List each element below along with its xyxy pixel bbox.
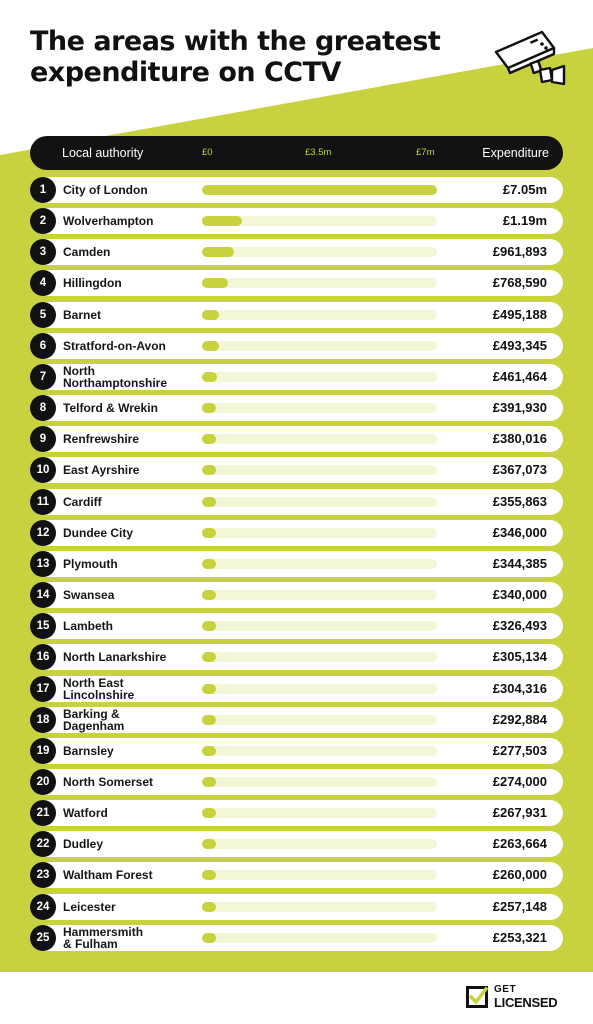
table-row	[30, 707, 563, 733]
expenditure-value: £355,863	[492, 493, 547, 509]
authority-name	[63, 457, 198, 483]
authority-name-line: Renfrewshire	[63, 432, 140, 447]
authority-name	[63, 738, 198, 764]
table-row	[30, 520, 563, 546]
bar	[202, 621, 216, 631]
bar	[202, 559, 216, 569]
bar	[202, 185, 437, 195]
authority-name	[63, 364, 198, 390]
authority-name-line: North	[63, 363, 95, 378]
title-line-2: expenditure on CCTV	[30, 57, 341, 88]
authority-name-line: Barking &	[63, 706, 120, 721]
bar-track	[202, 185, 437, 195]
rank-badge: 24	[30, 894, 56, 920]
bar	[202, 746, 216, 756]
authority-name	[63, 208, 198, 234]
authority-name-line: Dundee City	[63, 525, 134, 540]
bar-track	[202, 746, 437, 756]
authority-name	[63, 302, 198, 328]
expenditure-value: £7.05m	[502, 182, 547, 197]
bar-track	[202, 590, 437, 600]
expenditure-value: £346,000	[492, 524, 547, 540]
expenditure-value: £391,930	[492, 400, 547, 416]
table-row	[30, 177, 563, 203]
bar	[202, 652, 216, 662]
authority-name	[63, 613, 198, 639]
authority-name-line: North East	[63, 675, 124, 690]
bar	[202, 372, 217, 382]
title-line-1: The areas with the greatest	[30, 26, 441, 57]
authority-name-line: Swansea	[63, 588, 115, 603]
authority-name-line: Telford & Wrekin	[63, 401, 158, 416]
table-row	[30, 333, 563, 359]
bar	[202, 497, 216, 507]
bar-track	[202, 403, 437, 413]
bar	[202, 808, 216, 818]
authority-name	[63, 769, 198, 795]
bar	[202, 902, 216, 912]
expenditure-value: £305,134	[492, 649, 547, 665]
expenditure-value: £257,148	[492, 898, 547, 914]
authority-name-line: Dagenham	[63, 718, 125, 733]
bar-track	[202, 839, 437, 849]
authority-name	[63, 925, 198, 951]
rank-badge: 12	[30, 520, 56, 546]
expenditure-value: £340,000	[492, 587, 547, 603]
authority-name	[63, 489, 198, 515]
bar	[202, 933, 216, 943]
table-row	[30, 208, 563, 234]
authority-name-line: Leicester	[63, 899, 116, 914]
axis-tick-0: £0	[202, 147, 213, 158]
axis-tick-3-5m: £3.5m	[305, 147, 332, 158]
bar-track	[202, 870, 437, 880]
table-row	[30, 644, 563, 670]
table-row	[30, 769, 563, 795]
authority-name-line: Barnet	[63, 307, 102, 322]
table-row	[30, 426, 563, 452]
authority-name-line: North Somerset	[63, 774, 154, 789]
table-row	[30, 270, 563, 296]
expenditure-value: £260,000	[492, 867, 547, 883]
authority-name	[63, 551, 198, 577]
rank-badge: 13	[30, 551, 56, 577]
axis-tick-7m: £7m	[416, 147, 435, 158]
bar-track	[202, 278, 437, 288]
cctv-camera-icon	[488, 26, 570, 88]
rank-badge: 5	[30, 302, 56, 328]
expenditure-value: £495,188	[492, 306, 547, 322]
bar	[202, 684, 216, 694]
table-row	[30, 364, 563, 390]
rank-badge: 6	[30, 333, 56, 359]
authority-name-line: Barnsley	[63, 743, 114, 758]
authority-name-line: Waltham Forest	[63, 868, 153, 883]
authority-name-line: Hammersmith	[63, 924, 144, 939]
authority-name	[63, 333, 198, 359]
rank-badge: 14	[30, 582, 56, 608]
authority-name	[63, 831, 198, 857]
rank-badge: 3	[30, 239, 56, 265]
expenditure-value: £493,345	[492, 337, 547, 353]
bar-track	[202, 216, 437, 226]
authority-name-line: Wolverhampton	[63, 214, 154, 229]
logo-text-get: GET	[494, 984, 517, 995]
bar	[202, 310, 219, 320]
expenditure-value: £461,464	[492, 368, 547, 384]
authority-name-line: Dudley	[63, 837, 104, 852]
authority-name-line: Lambeth	[63, 619, 114, 634]
authority-name-line: & Fulham	[63, 936, 118, 951]
authority-name-line: Watford	[63, 806, 108, 821]
table-header	[30, 136, 563, 170]
table-row	[30, 925, 563, 951]
header-expenditure: Expenditure	[482, 146, 549, 160]
rank-badge: 9	[30, 426, 56, 452]
rank-badge: 19	[30, 738, 56, 764]
table-row	[30, 862, 563, 888]
expenditure-value: £274,000	[492, 773, 547, 789]
authority-name	[63, 239, 198, 265]
bar-track	[202, 465, 437, 475]
bar-track	[202, 247, 437, 257]
bar-track	[202, 808, 437, 818]
expenditure-value: £253,321	[492, 929, 547, 945]
table-row	[30, 551, 563, 577]
table-row	[30, 302, 563, 328]
authority-name	[63, 270, 198, 296]
bar	[202, 434, 216, 444]
ranking-list	[30, 177, 563, 956]
checkbox-check-icon	[466, 986, 488, 1008]
table-row	[30, 831, 563, 857]
bar-track	[202, 621, 437, 631]
expenditure-value: £267,931	[492, 805, 547, 821]
authority-name-line: Hillingdon	[63, 276, 122, 291]
bar-track	[202, 777, 437, 787]
bar-track	[202, 434, 437, 444]
expenditure-value: £263,664	[492, 836, 547, 852]
authority-name	[63, 426, 198, 452]
authority-name-line: Plymouth	[63, 556, 118, 571]
bar-track	[202, 684, 437, 694]
rank-badge: 22	[30, 831, 56, 857]
table-row	[30, 489, 563, 515]
table-row	[30, 676, 563, 702]
get-licensed-logo	[466, 984, 566, 1014]
logo-text-licensed: LICENSED	[494, 995, 558, 1010]
expenditure-value: £367,073	[492, 462, 547, 478]
rank-badge: 10	[30, 457, 56, 483]
rank-badge: 7	[30, 364, 56, 390]
expenditure-value: £304,316	[492, 680, 547, 696]
expenditure-value: £344,385	[492, 555, 547, 571]
bar-track	[202, 310, 437, 320]
authority-name-line: East Ayrshire	[63, 463, 140, 478]
bar-track	[202, 341, 437, 351]
authority-name-line: North Lanarkshire	[63, 650, 167, 665]
bar	[202, 247, 234, 257]
rank-badge: 1	[30, 177, 56, 203]
bar-track	[202, 559, 437, 569]
bar	[202, 216, 242, 226]
bar-track	[202, 715, 437, 725]
authority-name	[63, 644, 198, 670]
table-row	[30, 894, 563, 920]
expenditure-value: £768,590	[492, 275, 547, 291]
bar-track	[202, 933, 437, 943]
table-row	[30, 457, 563, 483]
rank-badge: 2	[30, 208, 56, 234]
authority-name	[63, 177, 198, 203]
page-title	[30, 26, 460, 88]
authority-name-line: Lincolnshire	[63, 687, 135, 702]
rank-badge: 17	[30, 676, 56, 702]
rank-badge: 23	[30, 862, 56, 888]
authority-name-line: Camden	[63, 245, 111, 260]
expenditure-value: £1.19m	[502, 213, 547, 229]
expenditure-value: £380,016	[492, 431, 547, 447]
rank-badge: 16	[30, 644, 56, 670]
authority-name-line: City of London	[63, 183, 148, 197]
rank-badge: 18	[30, 707, 56, 733]
table-row	[30, 738, 563, 764]
bar	[202, 839, 216, 849]
authority-name	[63, 862, 198, 888]
authority-name-line: Cardiff	[63, 494, 102, 509]
rank-badge: 21	[30, 800, 56, 826]
bar-track	[202, 652, 437, 662]
bar	[202, 715, 216, 725]
bar	[202, 465, 216, 475]
rank-badge: 20	[30, 769, 56, 795]
table-row	[30, 800, 563, 826]
table-row	[30, 395, 563, 421]
bar	[202, 278, 228, 288]
bar	[202, 777, 216, 787]
authority-name	[63, 707, 198, 733]
header-local-authority: Local authority	[62, 146, 144, 160]
expenditure-value: £277,503	[492, 742, 547, 758]
bar-track	[202, 902, 437, 912]
authority-name	[63, 800, 198, 826]
authority-name-line: Northamptonshire	[63, 375, 168, 390]
expenditure-value: £292,884	[492, 711, 547, 727]
bar	[202, 341, 219, 351]
authority-name	[63, 582, 198, 608]
bar	[202, 528, 216, 538]
bar-track	[202, 372, 437, 382]
expenditure-value: £961,893	[492, 244, 547, 260]
authority-name	[63, 395, 198, 421]
table-row	[30, 239, 563, 265]
rank-badge: 4	[30, 270, 56, 296]
bar	[202, 590, 216, 600]
bar-track	[202, 528, 437, 538]
rank-badge: 25	[30, 925, 56, 951]
bar-track	[202, 497, 437, 507]
rank-badge: 8	[30, 395, 56, 421]
table-row	[30, 582, 563, 608]
authority-name	[63, 676, 198, 702]
table-row	[30, 613, 563, 639]
rank-badge: 11	[30, 489, 56, 515]
authority-name	[63, 520, 198, 546]
expenditure-value: £326,493	[492, 618, 547, 634]
rank-badge: 15	[30, 613, 56, 639]
authority-name-line: Stratford-on-Avon	[63, 338, 166, 353]
bar	[202, 403, 216, 413]
authority-name	[63, 894, 198, 920]
bar	[202, 870, 216, 880]
